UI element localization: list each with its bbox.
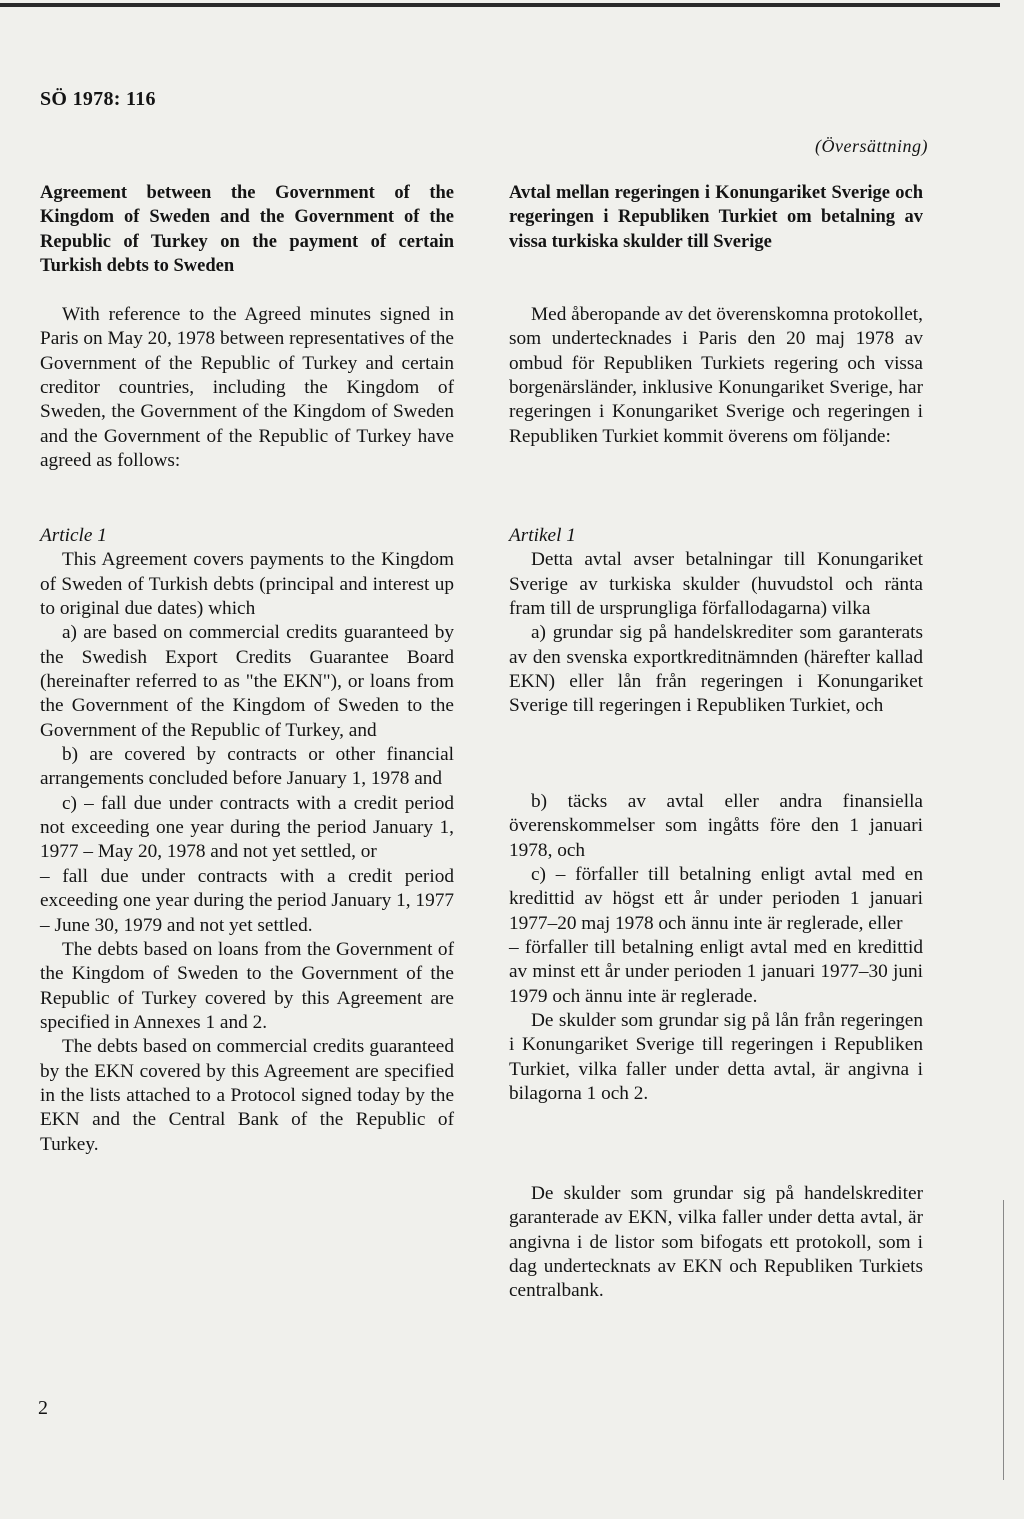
english-item-a: a) are based on commercial credits guaranteed by the Swedish Export Credits Guarantee Board (hereinafter referred to as "the EKN"), or loans from the Government of the Kingdom of Sweden to the Government of the Republic of Turkey, and bbox=[40, 622, 454, 741]
english-item-b: b) are covered by contracts or other financial arrangements concluded before January 1, 1978 and bbox=[40, 744, 454, 790]
english-para-loans: The debts based on loans from the Government of the Kingdom of Sweden to the Government of the Republic of Turkey covered by this Agreement are specified in Annexes 1 and 2. bbox=[40, 938, 454, 1033]
english-article-intro: This Agreement covers payments to the Kingdom of Sweden of Turkish debts (principal and interest up to original due dates) which bbox=[40, 549, 454, 620]
swedish-item-a: a) grundar sig på handelskrediter som garanterats av den svenska exportkreditnämnden (härefter kallad EKN) eller lån från regeringen i Konungariket Sverige till regeringen i Republiken Turkiet, och bbox=[509, 622, 923, 717]
swedish-para-credits: De skulder som grundar sig på handelskrediter garanterade av EKN, vilka faller under detta avtal, är angivna i de listor som bifogats ett protokoll, som i dag undertecknats av EKN och Republiken Turkiets centralbank. bbox=[509, 1183, 923, 1302]
english-preamble: With reference to the Agreed minutes signed in Paris on May 20, 1978 between representatives of the Government of the Republic of Turkey and certain creditor countries, including the Kingdom of Sweden, the Government of the Kingdom of Sweden and the Government of the Republic of Turkey have agreed as follows: bbox=[40, 304, 454, 472]
swedish-article-heading: Artikel 1 bbox=[509, 525, 576, 546]
swedish-title bbox=[509, 181, 923, 254]
swedish-para-loans: De skulder som grundar sig på lån från regeringen i Konungariket Sverige till regeringen i Republiken Turkiet, vilka faller under detta avtal, är angivna i bilagorna 1 och 2. bbox=[509, 1010, 923, 1105]
swedish-item-c2: – förfaller till betalning enligt avtal med en kredittid av minst ett år under perioden 1 januari 1977–30 juni 1979 och ännu inte är reglerade. bbox=[509, 937, 923, 1007]
swedish-agreement-title: Avtal mellan regeringen i Konungariket Sverige och regeringen i Republiken Turkiet om betalning av vissa turkiska skulder till Sverige bbox=[509, 183, 923, 252]
swedish-article bbox=[509, 524, 923, 719]
english-item-c1: c) – fall due under contracts with a credit period not exceeding one year during the period January 1, 1977 – May 20, 1978 and not yet settled, or bbox=[40, 792, 454, 863]
swedish-item-c1: c) – förfaller till betalning enligt avtal med en kredittid av högst ett år under perioden 1 januari 1977–20 maj 1978 och ännu inte är reglerade, eller bbox=[509, 864, 923, 934]
swedish-article-end bbox=[509, 1182, 923, 1304]
english-agreement-title: Agreement between the Government of the Kingdom of Sweden and the Government of the Republic of Turkey on the payment of certain Turkish debts to Sweden bbox=[40, 183, 454, 277]
translation-note: (Översättning) bbox=[815, 136, 928, 156]
english-body bbox=[40, 303, 454, 473]
page-number: 2 bbox=[38, 1397, 48, 1419]
english-title bbox=[40, 181, 454, 278]
english-article-heading: Article 1 bbox=[40, 525, 107, 546]
english-item-c2: – fall due under contracts with a credit period exceeding one year during the period January 1, 1977 – June 30, 1979 and not yet settled. bbox=[40, 865, 454, 936]
swedish-item-b: b) täcks av avtal eller andra finansiella överenskommelser som ingåtts före den 1 januari 1978, och bbox=[509, 791, 923, 861]
swedish-article-cont bbox=[509, 790, 923, 1106]
swedish-body bbox=[509, 303, 923, 449]
english-para-credits: The debts based on commercial credits guaranteed by the EKN covered by this Agreement are specified in the lists attached to a Protocol signed today by the EKN and the Central Bank of the Republic of Turkey. bbox=[40, 1036, 454, 1155]
document-reference: SÖ 1978: 116 bbox=[40, 88, 156, 110]
swedish-article-intro: Detta avtal avser betalningar till Konungariket Sverige av turkiska skulder (huvudstol och ränta fram till de ursprungliga förfallodagarna) vilka bbox=[509, 549, 923, 620]
margin-rule bbox=[1003, 1200, 1004, 1480]
top-rule bbox=[0, 3, 1000, 7]
english-article bbox=[40, 524, 454, 1157]
swedish-preamble: Med åberopande av det överenskomna protokollet, som undertecknades i Paris den 20 maj 1978 av ombud för Republiken Turkiets regering och vissa borgenärsländer, inklusive Konungariket Sverige, har regeringen i Konungariket Sverige och regeringen i Republiken Turkiet kommit överens om följande: bbox=[509, 304, 923, 447]
